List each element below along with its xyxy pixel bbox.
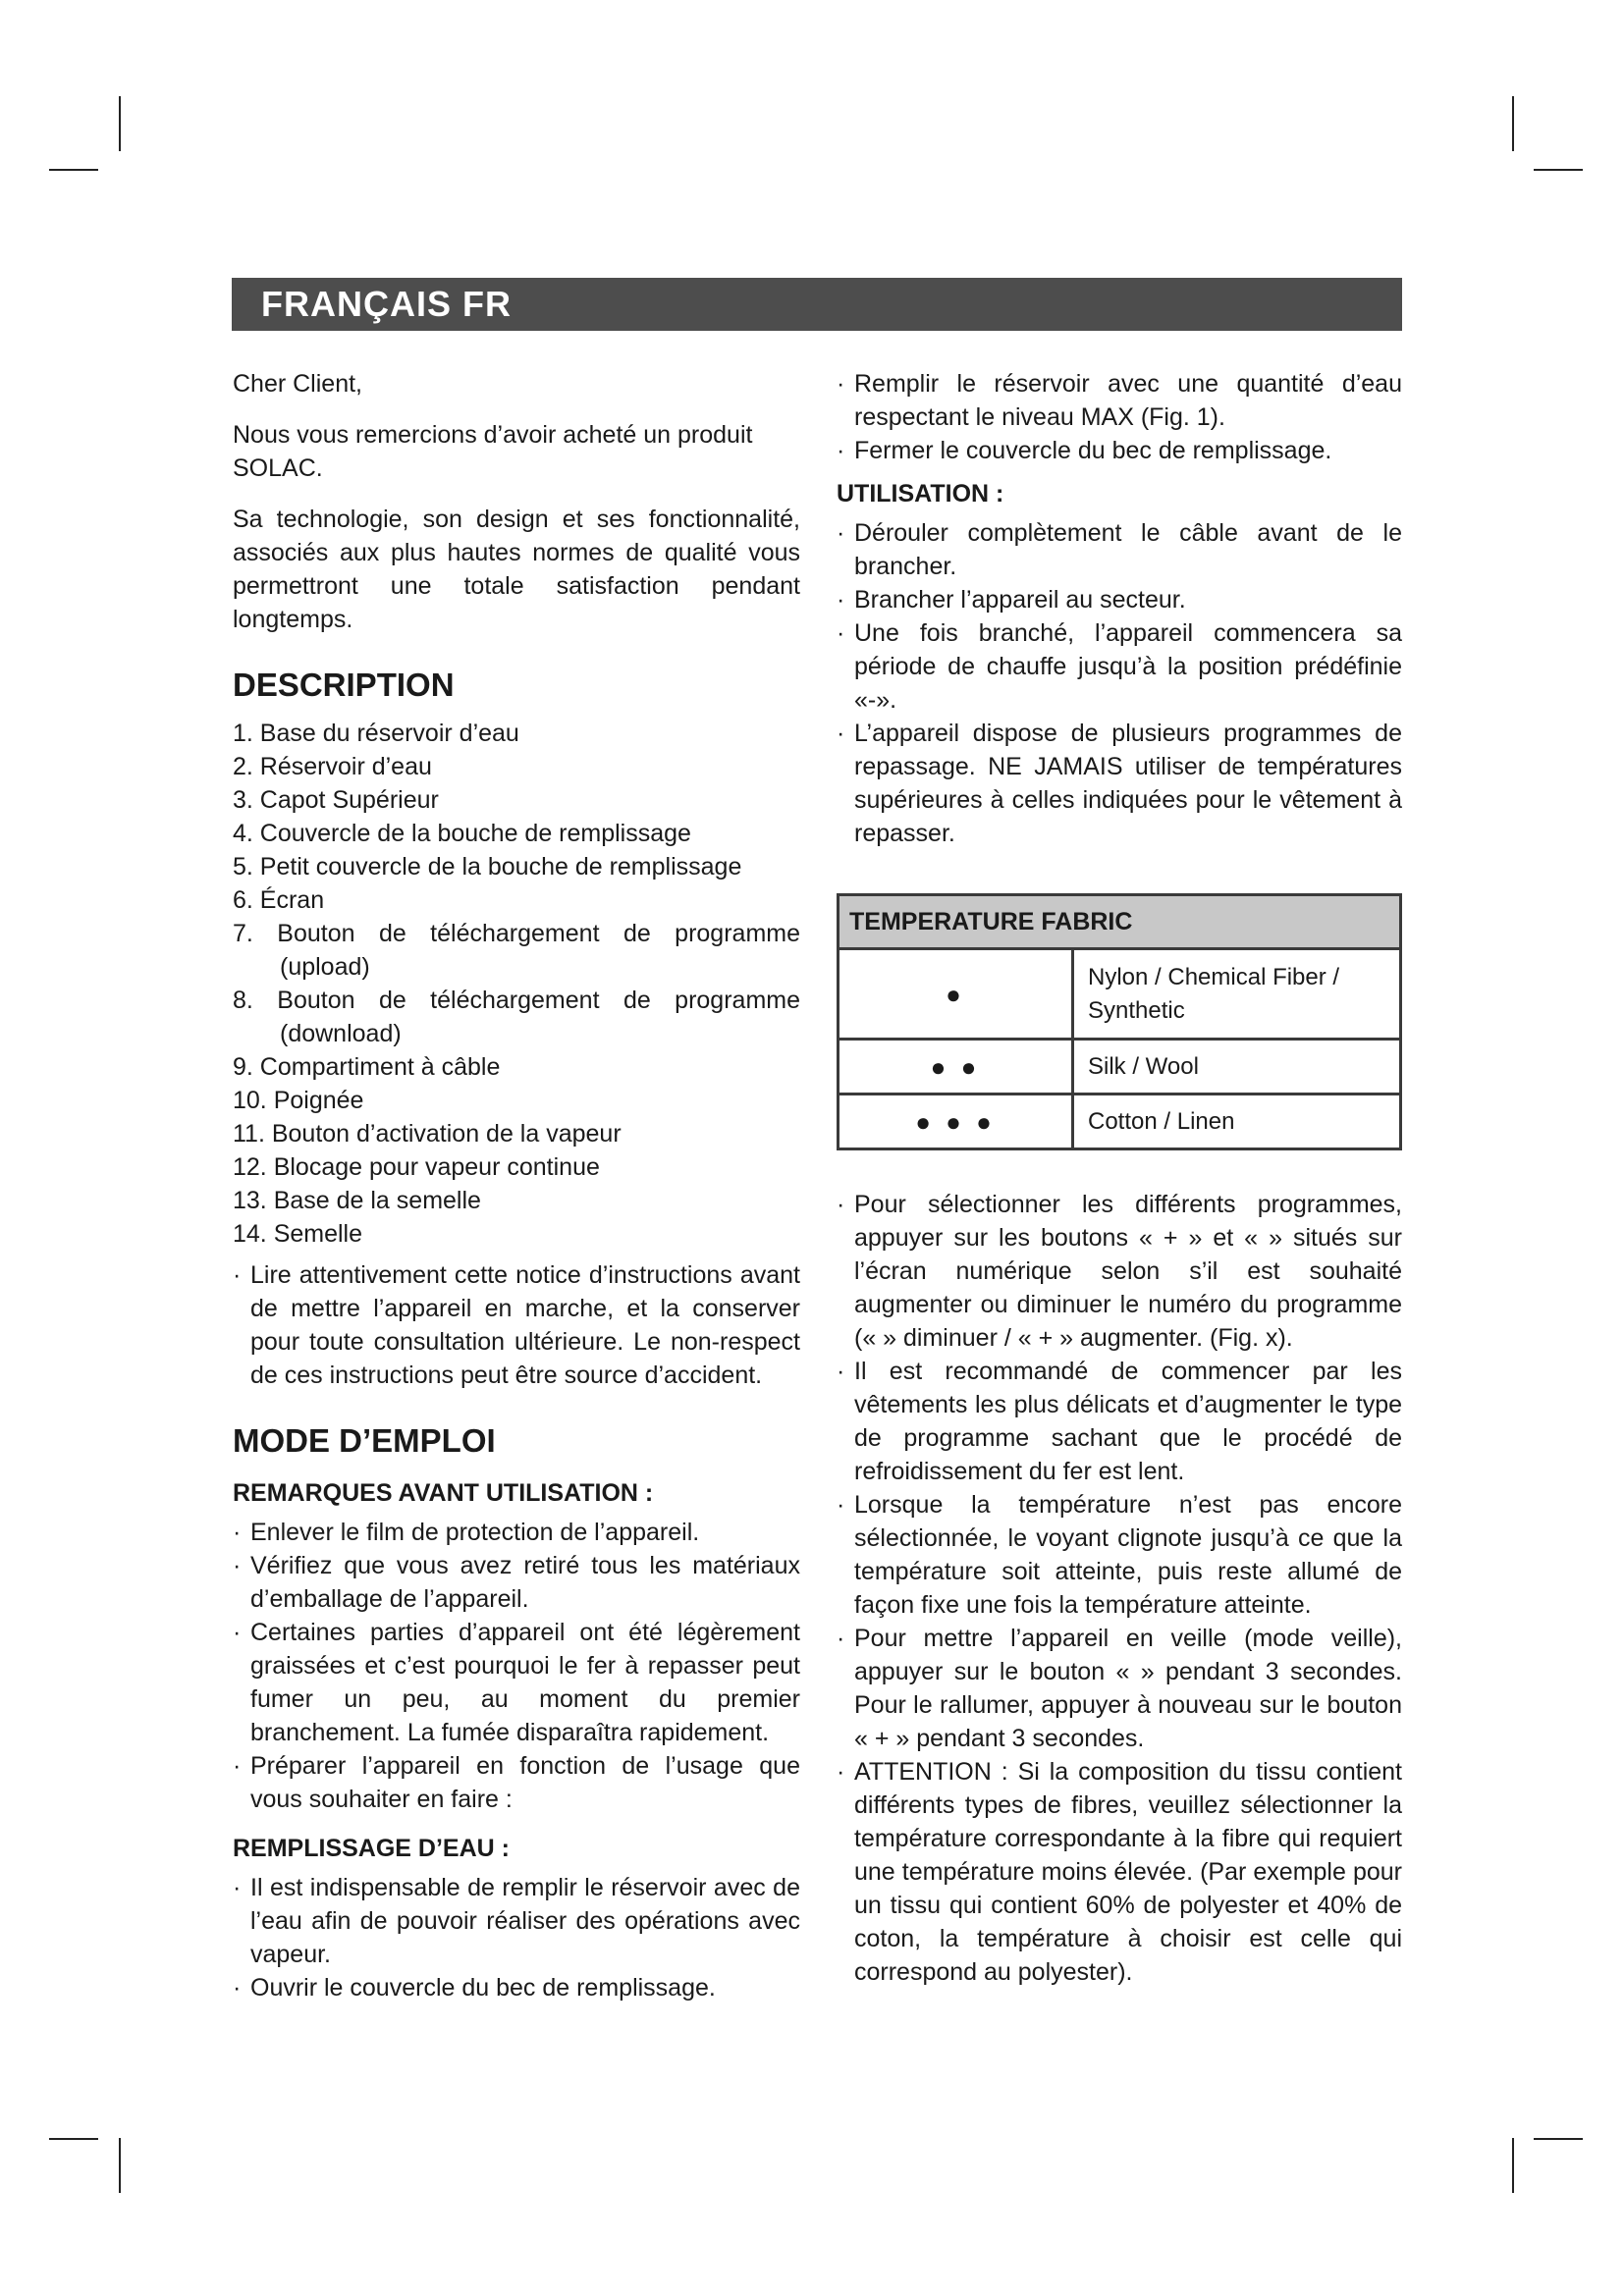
list-item: · L’appareil dispose de plusieurs programmes de repassage. NE JAMAIS utiliser de températures supérieures à celles indiquées pour le vêtement à repasser. — [837, 720, 1402, 847]
list-item: · Certaines parties d’appareil ont été légèrement graissées et c’est pourquoi le fer à repasser peut fumer un peu, au moment du premier branchement. La fumée disparaîtra rapidement. — [233, 1619, 800, 1746]
list-item: 10. Poignée — [233, 1087, 364, 1114]
list-item: · Pour mettre l’appareil en veille (mode veille), appuyer sur le bouton « » pendant 3 secondes. Pour le rallumer, appuyer à nouveau sur le bouton « + » pendant 3 secondes. — [837, 1625, 1402, 1752]
list-item: · Pour sélectionner les différents programmes, appuyer sur les boutons « + » et « » situés sur l’écran numérique selon s’il est souhaité augmenter ou diminuer le numéro du programme (« » diminuer / « + » augmenter. (Fig. x). — [837, 1191, 1402, 1352]
list-item: 9. Compartiment à câble — [233, 1053, 501, 1081]
list-item: · Lorsque la température n’est pas encore sélectionnée, le voyant clignote jusqu’à ce que la température soit atteinte, puis reste allumé de façon fixe une fois la température atteinte. — [837, 1491, 1402, 1619]
list-item: · Fermer le couvercle du bec de remplissage. — [837, 437, 1332, 464]
list-item: · Dérouler complètement le câble avant de le brancher. — [837, 519, 1402, 580]
list-item: 4. Couvercle de la bouche de remplissage — [233, 820, 691, 847]
temperature-dots: ● — [839, 949, 1073, 1040]
crop-mark — [49, 169, 98, 171]
remarques-heading: REMARQUES AVANT UTILISATION : — [233, 1479, 654, 1507]
right-column — [837, 367, 1402, 1997]
list-item: · Enlever le film de protection de l’appareil. — [233, 1519, 700, 1546]
greeting: Cher Client, — [233, 370, 362, 398]
list-item: · Remplir le réservoir avec une quantité d’eau respectant le niveau MAX (Fig. 1). — [837, 370, 1402, 431]
list-item: · Vérifiez que vous avez retiré tous les matériaux d’emballage de l’appareil. — [233, 1552, 800, 1613]
list-item: 14. Semelle — [233, 1220, 363, 1248]
list-item: 1. Base du réservoir d’eau — [233, 720, 519, 747]
utilisation-list — [837, 516, 1402, 850]
crop-mark — [119, 96, 121, 151]
crop-mark — [1512, 2138, 1514, 2193]
remarques-list — [233, 1516, 800, 1816]
list-item: 12. Blocage pour vapeur continue — [233, 1153, 600, 1181]
table-row — [839, 949, 1401, 1040]
list-item: · Ouvrir le couvercle du bec de remplissage. — [233, 1974, 716, 2002]
fabric-cell: Cotton / Linen — [1073, 1095, 1401, 1149]
fill-list — [837, 367, 1402, 467]
language-banner — [232, 278, 1402, 331]
list-item: · Lire attentivement cette notice d’instructions avant de mettre l’appareil en marche, et la conserver pour toute consultation ultérieure. Le non-respect de ces instructions peut être source d’accident. — [233, 1261, 800, 1389]
program-list — [837, 1188, 1402, 1989]
temperature-fabric-table — [837, 893, 1402, 1150]
list-item: · Brancher l’appareil au secteur. — [837, 586, 1186, 614]
list-item: 6. Écran — [233, 886, 325, 914]
description-heading: DESCRIPTION — [233, 667, 455, 703]
list-item: · Une fois branché, l’appareil commencera sa période de chauffe jusqu’à la position prédéfinie «-». — [837, 619, 1402, 714]
crop-mark — [49, 2138, 98, 2140]
crop-mark — [1512, 96, 1514, 151]
notice-list — [233, 1258, 800, 1392]
list-item: · ATTENTION : Si la composition du tissu contient différents types de fibres, veuillez sélectionner la température correspondante à la fibre qui requiert une température moins élevée. (Par exemple pour un tissu qui contient 60% de polyester et 40% de coton, la température à choisir est celle qui correspond au polyester). — [837, 1758, 1402, 1986]
crop-mark — [1534, 169, 1583, 171]
temperature-dots: ● ● ● — [839, 1095, 1073, 1149]
language-title: FRANÇAIS FR — [261, 284, 512, 324]
list-item: 5. Petit couvercle de la bouche de remplissage — [233, 853, 742, 881]
crop-mark — [1534, 2138, 1583, 2140]
temperature-dots: ● ● — [839, 1040, 1073, 1095]
intro-paragraph: Nous vous remercions d’avoir acheté un produit SOLAC. — [233, 421, 753, 482]
list-item: 13. Base de la semelle — [233, 1187, 481, 1214]
list-item: · Préparer l’appareil en fonction de l’usage que vous souhaiter en faire : — [233, 1752, 800, 1813]
table-header: TEMPERATURE FABRIC — [839, 895, 1401, 949]
description-list — [233, 717, 800, 1251]
utilisation-heading: UTILISATION : — [837, 480, 1004, 507]
list-item: · Il est indispensable de remplir le réservoir avec de l’eau afin de pouvoir réaliser des opérations avec vapeur. — [233, 1874, 800, 1968]
left-column — [233, 367, 800, 2012]
table-row — [839, 1040, 1401, 1095]
list-item: 2. Réservoir d’eau — [233, 753, 432, 780]
fabric-cell: Silk / Wool — [1073, 1040, 1401, 1095]
list-item: 11. Bouton d’activation de la vapeur — [233, 1120, 622, 1148]
list-item: · Il est recommandé de commencer par les vêtements les plus délicats et d’augmenter le type de programme sachant que le procédé de refroidissement du fer est lent. — [837, 1358, 1402, 1485]
list-item: 3. Capot Supérieur — [233, 786, 439, 814]
intro-paragraph: Sa technologie, son design et ses fonctionnalité, associés aux plus hautes normes de qualité vous permettront une totale satisfaction pendant longtemps. — [233, 506, 800, 633]
fabric-cell: Nylon / Chemical Fiber / Synthetic — [1073, 949, 1401, 1040]
list-item: 7. Bouton de téléchargement de programme (upload) — [233, 920, 800, 981]
list-item: 8. Bouton de téléchargement de programme (download) — [233, 987, 800, 1047]
remplissage-list — [233, 1871, 800, 2004]
mode-heading: MODE D’EMPLOI — [233, 1422, 496, 1459]
remplissage-heading: REMPLISSAGE D’EAU : — [233, 1835, 510, 1862]
crop-mark — [119, 2138, 121, 2193]
table-row — [839, 1095, 1401, 1149]
